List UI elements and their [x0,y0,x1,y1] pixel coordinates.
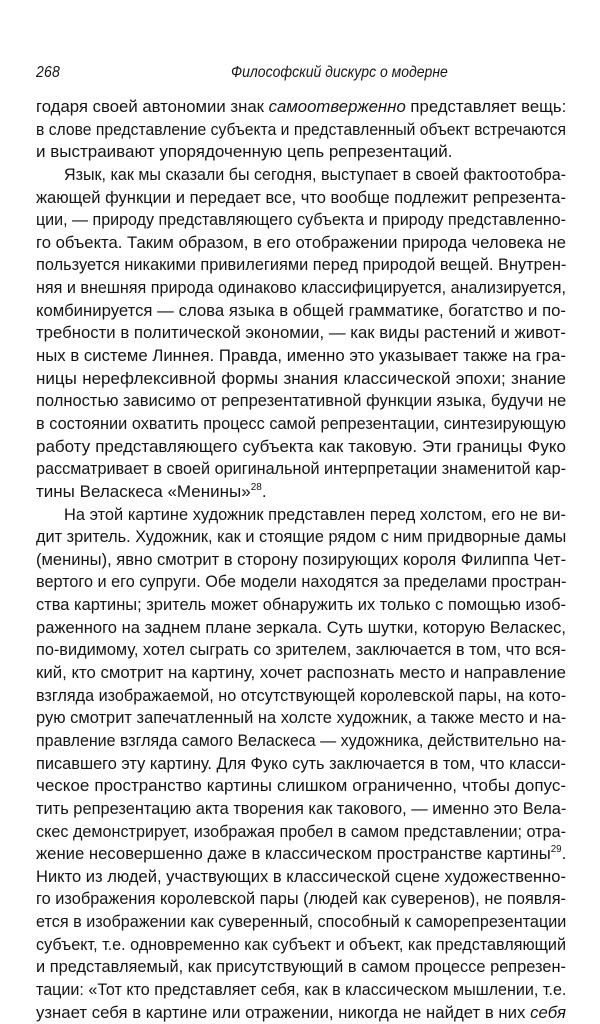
text-line [36,685,566,708]
text-line-content [36,141,452,164]
text-line [36,277,566,300]
text-run: ется в изображении как суверенный, способный к саморепрезентации [36,912,567,932]
italic-text: самоотверженно [268,97,406,116]
text-run: и представляемый, как присутствующий в самом процессе репрезен- [36,957,566,977]
text-line-content [36,390,566,413]
text-run: . [561,844,567,864]
text-line-content [36,753,566,776]
text-line-content [36,866,566,889]
text-line-content [36,413,566,436]
text-run: требности в политической экономии, — как виды растений и живот- [36,323,566,343]
text-line [36,571,566,594]
text-run: раженного на заднем плане зеркала. Суть шутки, которую Веласкес, [36,617,567,637]
text-line [36,413,566,436]
text-run: пользуется никакими привилегиями перед природой вещей. Внутрен- [36,255,567,275]
text-line [36,707,566,730]
text-run: комбинируется — слова языка в общей грамматике, богатство и по- [36,300,566,320]
text-line-content [36,617,566,640]
text-run: полностью зависимо от репрезентативной функции языка, будучи не [36,391,567,411]
text-line [36,730,566,753]
text-run: ных в системе Линнея. Правда, именно это указывает также на гра- [36,346,566,366]
text-line [36,1002,566,1024]
body-text [36,96,566,1024]
text-run: тации: «Тот кто представляет себя, как в классическом мышлении, т.е. [36,979,567,999]
text-line [36,956,566,979]
text-line-content [36,458,566,481]
text-line-content [36,345,566,368]
text-run: ческое пространство картины слишком ограниченно, чтобы допус- [36,776,566,796]
text-run: го изображения королевской пары (людей как суверенов), не появля- [36,889,567,909]
text-run: годаря своей автономии знак [36,97,269,116]
text-line-content [36,481,267,504]
text-line [36,187,566,210]
text-run: узнает себя в картине или отражении, никогда не найдет в них [36,1002,531,1022]
text-run: дит зритель. Художник, как и стоящие рядом с ним придворные дамы [36,527,567,547]
text-line-content [36,436,566,459]
text-line-content [36,707,566,730]
text-line [36,911,566,934]
text-line [36,549,566,572]
text-line-content [36,979,566,1002]
text-run: ства картины; зритель может обнаружить их только с помощью изоб- [36,595,567,615]
text-run: по-видимому, хотел сыграть со зрителем, заключается в том, что вся- [36,640,566,660]
text-line-content [36,1002,566,1024]
running-head [36,62,566,82]
text-line [36,96,566,119]
text-line [36,639,566,662]
text-line [36,141,566,164]
text-run: в состоянии охватить процесс самой репрезентации, синтезирующую [36,413,566,433]
text-line [36,209,566,232]
text-run: кий, кто смотрит на картину, хочет распознать место и направление [36,663,567,683]
text-line-content [36,300,566,323]
text-line-content [36,571,566,594]
text-run: Язык, как мы сказали бы сегодня, выступает в своей фактоотобра- [64,164,567,184]
text-run: тить репрезентацию акта творения как такового, — именно это Вела- [36,798,567,818]
text-line [36,934,566,957]
text-run: жающей функции и передает все, что вообще подлежит репрезента- [36,187,567,207]
text-run: ции, — природу представляющего субъекта и природу представленно- [36,210,567,230]
footnote-ref: 29 [550,844,562,856]
text-line-content [36,96,566,119]
text-line-content [36,934,566,957]
text-line-content [36,368,566,391]
text-run: взгляда изображаемой, но отсутствующей королевской пары, на кото- [36,685,567,705]
text-line [36,345,566,368]
text-line-content [36,277,566,300]
text-run: На этой картине художник представлен перед холстом, его не ви- [64,504,567,524]
text-line-content [36,911,566,934]
running-title: Философский дискурс о модерне [231,62,448,81]
text-run: вертого и его супруги. Обе модели находятся за пределами простран- [36,572,567,592]
text-line-content [36,639,566,662]
text-line-content [36,730,566,753]
text-run: рую смотрит запечатленный на холсте художник, а также место и на- [36,708,567,728]
text-run: няя и внешняя природа одинаково классифицируется, анализируется, [36,278,566,298]
text-line [36,526,566,549]
text-line-content [36,119,566,142]
text-line-content [36,956,566,979]
text-line [36,888,566,911]
text-run: представляет вещь: [405,97,567,116]
text-line-content [36,232,566,255]
text-line-content [36,549,566,572]
text-run: го объекта. Таким образом, в его отображении природа человека не [36,232,567,252]
text-line [36,798,566,821]
text-line [36,979,566,1002]
text-line-content [36,843,566,866]
text-line-content [36,685,566,708]
text-line [36,368,566,391]
text-line [36,753,566,776]
page-number: 268 [36,62,60,81]
text-run: и выстраивают упорядоченную цепь репрезентаций. [36,142,453,162]
text-run: жение несовершенно даже в классическом пространстве картины [36,844,551,864]
text-line [36,232,566,255]
text-run: ницы нерефлексивной формы знания классической эпохи; знание [36,368,566,388]
text-run: правление взгляда самого Веласкеса — художника, действительно на- [36,730,567,750]
text-run: Никто из людей, участвующих в классической сцене художественно- [36,866,567,886]
text-line-content [36,888,566,911]
italic-text: себя [530,1002,566,1022]
text-run: тины Веласкеса «Менины» [36,481,251,501]
text-line [36,821,566,844]
text-run: субъект, т.е. одновременно как субъект и объект, как представляющий [36,934,566,954]
text-run: рассматривает в своей оригинальной интерпретации знаменитой кар- [36,459,566,479]
text-run: (менины), явно смотрит в сторону позирующих короля Филиппа Чет- [36,549,567,569]
text-line [36,662,566,685]
text-line-content [36,594,566,617]
text-line [36,164,566,187]
text-run: работу представляющего субъекта как таковую. Эти границы Фуко [36,436,566,456]
text-line [36,254,566,277]
text-line [36,436,566,459]
text-run: в слове представление субъекта и представленный объект встречаются [36,119,566,139]
text-line [36,504,566,527]
text-line-content [64,164,566,187]
text-line-content [64,504,566,527]
text-line [36,119,566,142]
text-run: скес демонстрирует, изображая пробел в самом представлении; отра- [36,821,566,841]
text-line-content [36,209,566,232]
text-line [36,390,566,413]
text-line [36,617,566,640]
text-line-content [36,526,566,549]
text-line-content [36,187,566,210]
text-line-content [36,775,566,798]
text-line [36,866,566,889]
text-line [36,481,566,504]
text-line [36,775,566,798]
text-line-content [36,662,566,685]
text-line [36,843,566,866]
footnote-ref: 28 [250,481,262,493]
text-run: писавшего эту картину. Для Фуко суть заключается в том, что класси- [36,753,567,773]
text-line-content [36,821,566,844]
text-line [36,594,566,617]
text-line [36,300,566,323]
text-line [36,458,566,481]
text-line-content [36,798,566,821]
text-line [36,322,566,345]
text-line-content [36,254,566,277]
text-line-content [36,322,566,345]
text-run: . [261,481,267,501]
